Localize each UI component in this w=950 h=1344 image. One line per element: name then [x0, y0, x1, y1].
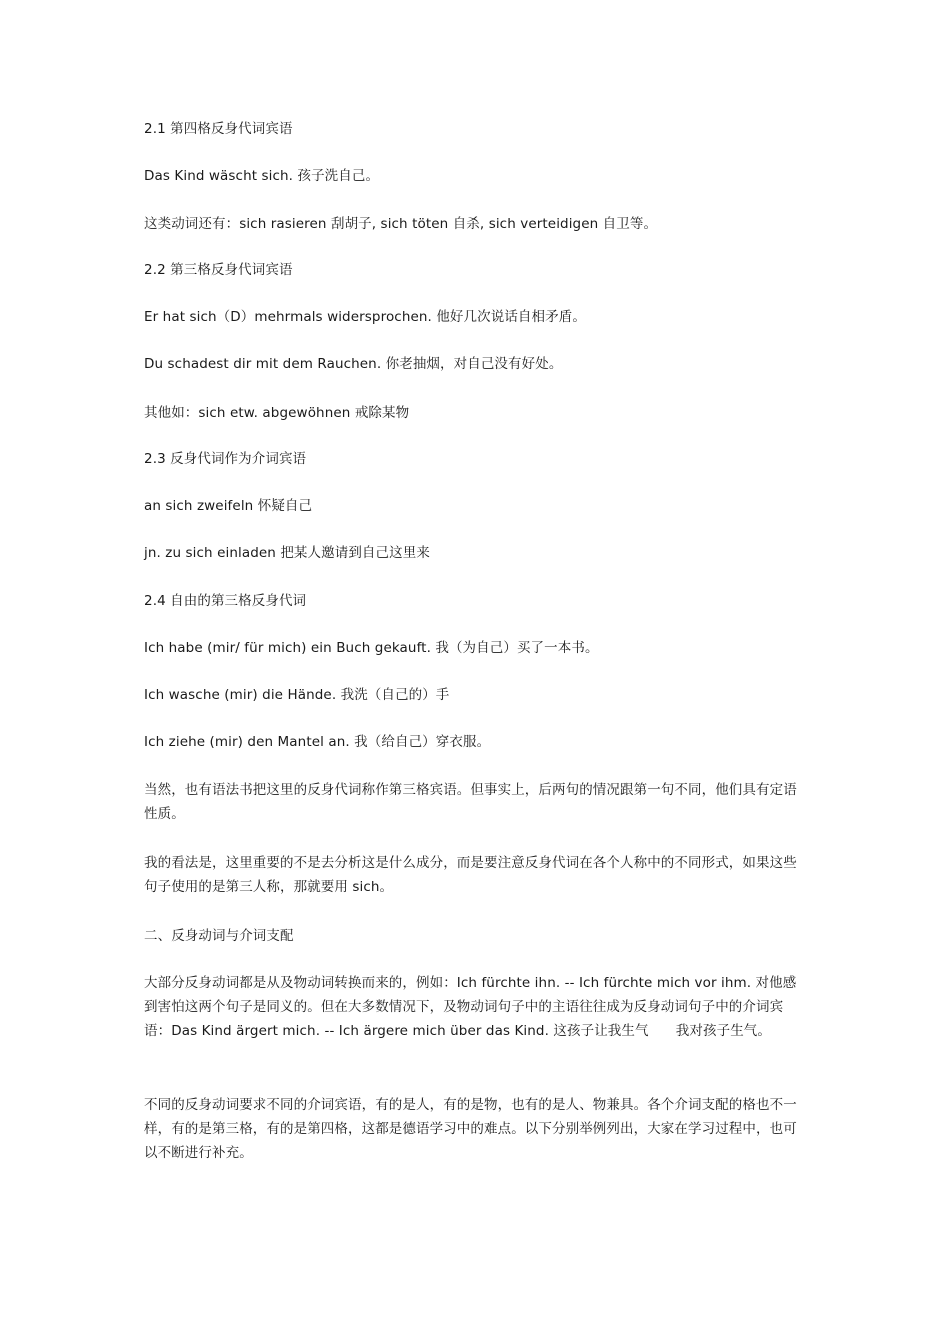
section-heading-2-3: 2.3 反身代词作为介词宾语 — [144, 451, 307, 467]
example-sentence: Er hat sich（D）mehrmals widersprochen. 他好几次说话自相矛盾。 — [144, 309, 586, 325]
example-sentence: Ich habe (mir/ für mich) ein Buch gekauft. 我（为自己）买了一本书。 — [144, 640, 599, 656]
example-sentence: Ich wasche (mir) die Hände. 我洗（自己的）手 — [144, 687, 450, 703]
section-heading-2-2: 2.2 第三格反身代词宾语 — [144, 262, 293, 278]
section-heading-2-4: 2.4 自由的第三格反身代词 — [144, 593, 307, 609]
section-heading-2-1: 2.1 第四格反身代词宾语 — [144, 121, 293, 137]
example-sentence: Du schadest dir mit dem Rauchen. 你老抽烟，对自己没有好处。 — [144, 356, 563, 372]
example-sentence: Ich ziehe (mir) den Mantel an. 我（给自己）穿衣服。 — [144, 734, 491, 750]
example-phrase: an sich zweifeln 怀疑自己 — [144, 498, 313, 514]
text-paragraph: 不同的反身动词要求不同的介词宾语，有的是人，有的是物，也有的是人、物兼具。各个介词支配的格也不一样，有的是第三格，有的是第四格，这都是德语学习中的难点。以下分别举例列出，大家在学习过程中，也可以不断进行补充。 — [144, 1097, 797, 1161]
text-paragraph: 大部分反身动词都是从及物动词转换而来的，例如：Ich fürchte ihn. -- Ich fürchte mich vor ihm. 对他感到害怕这两个句子是同义的。但在大多数情况下，及物动词句子中的主语往往成为反身动词句子中的介词宾语：Das Kind ärgert mich. -- Ich ärgere mich über das Kind. 这孩子让我生气 我对孩子生气。 — [144, 975, 797, 1039]
example-sentence: Das Kind wäscht sich. 孩子洗自己。 — [144, 168, 380, 184]
example-phrase: jn. zu sich einladen 把某人邀请到自己这里来 — [144, 545, 430, 561]
text-paragraph: 当然，也有语法书把这里的反身代词称作第三格宾语。但事实上，后两句的情况跟第一句不同，他们具有定语性质。 — [144, 782, 797, 822]
text-paragraph: 这类动词还有：sich rasieren 刮胡子, sich töten 自杀, sich verteidigen 自卫等。 — [144, 216, 658, 232]
text-paragraph: 其他如：sich etw. abgewöhnen 戒除某物 — [144, 405, 410, 421]
text-paragraph: 我的看法是，这里重要的不是去分析这是什么成分，而是要注意反身代词在各个人称中的不同形式，如果这些句子使用的是第三人称，那就要用 sich。 — [144, 855, 797, 895]
section-heading-2: 二、反身动词与介词支配 — [144, 928, 294, 944]
